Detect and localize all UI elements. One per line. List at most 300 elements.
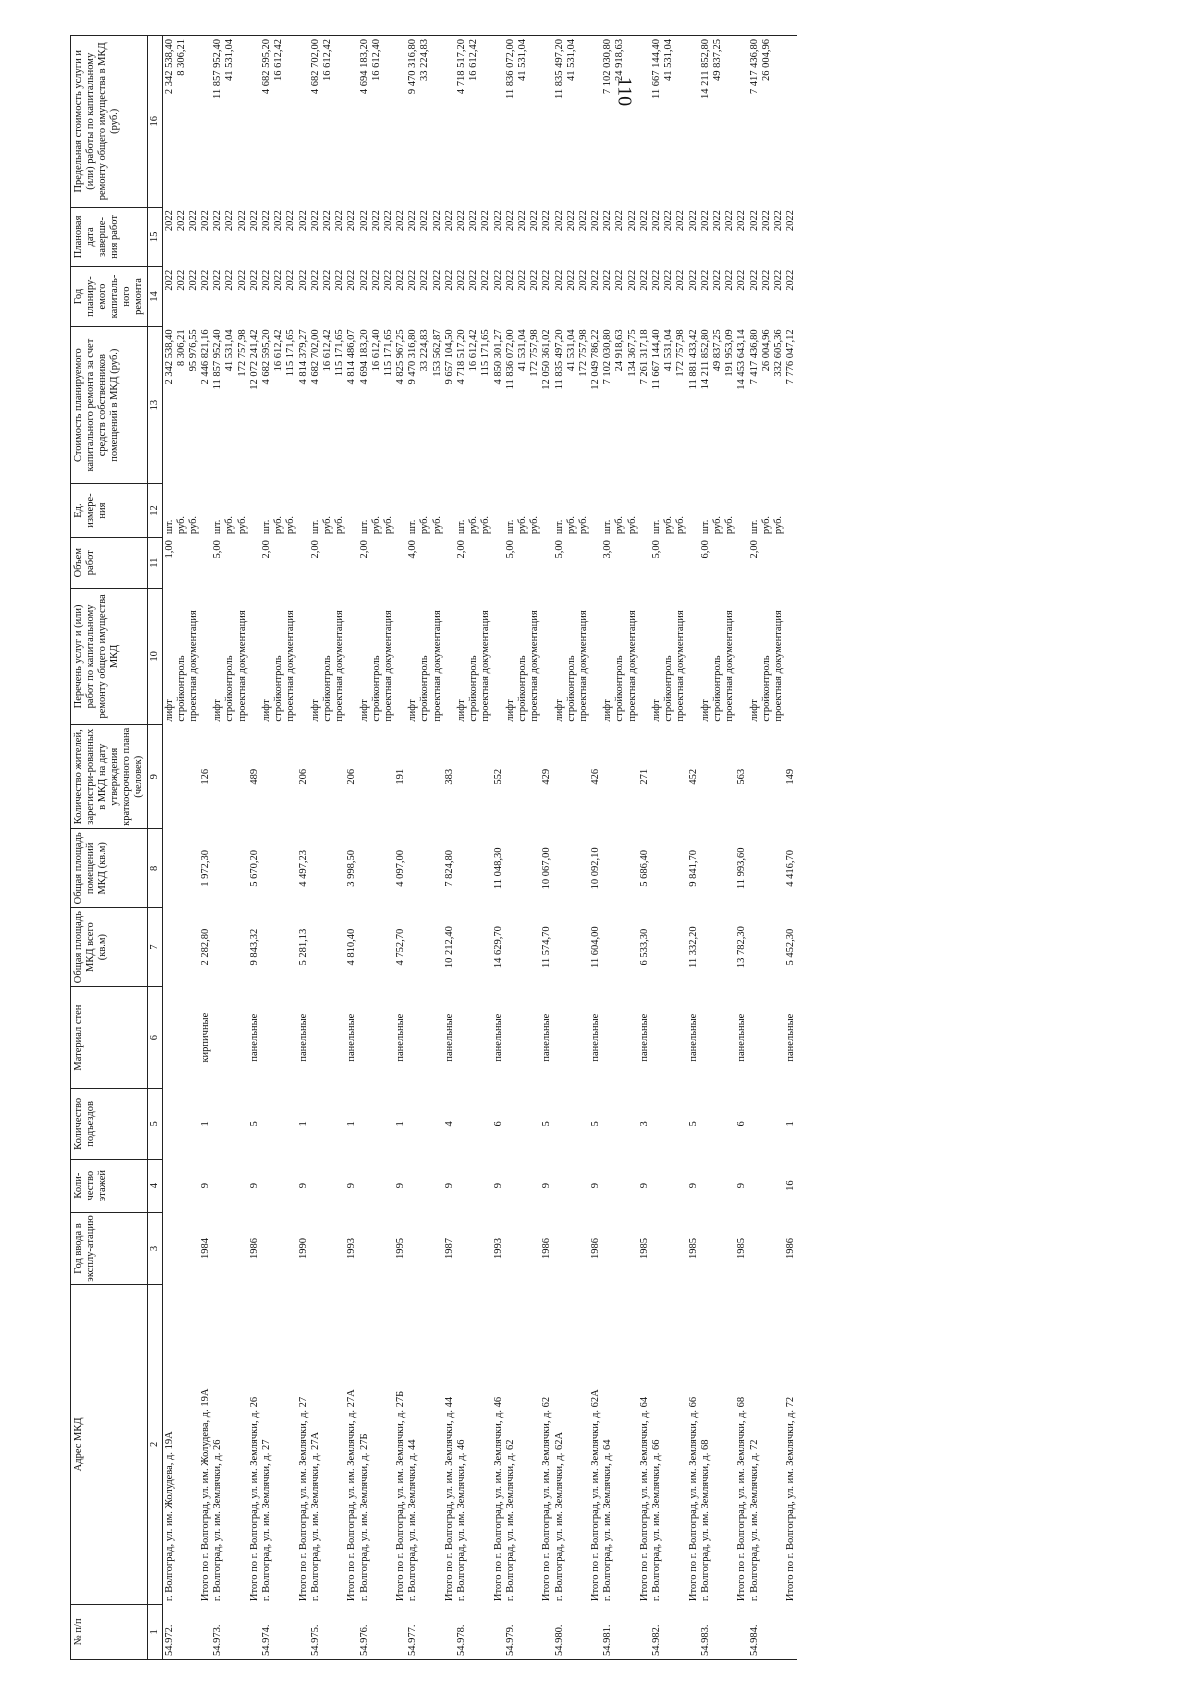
column-header-5: Количество подъездов [71, 1089, 148, 1159]
cell-col-5 [407, 1089, 419, 1159]
cell-col-12 [346, 484, 358, 537]
cell-col-7 [578, 908, 590, 987]
cell-col-15: 2022 [785, 210, 797, 232]
cell-col-16: 41 531,04 [663, 39, 675, 81]
cell-col-1 [785, 1604, 797, 1659]
cell-col-16: 11 667 144,40 [651, 39, 662, 99]
cell-col-8 [761, 829, 773, 908]
cell-col-13: 153 562,87 [431, 329, 443, 377]
cell-col-14: 2022 [358, 269, 370, 291]
cell-col-15: 2022 [529, 210, 541, 232]
cell-col-16: 4 682 595,20 [261, 39, 272, 95]
cell-col-5 [273, 1089, 285, 1159]
cell-col-1 [224, 1604, 236, 1659]
cell-col-15: 2022 [651, 210, 662, 232]
cell-col-4: 9 [687, 1183, 699, 1189]
cell-col-15: 2022 [419, 210, 431, 232]
cell-col-14: 2022 [711, 269, 723, 291]
cell-col-1: 54.976. [358, 1624, 370, 1656]
cell-col-16 [285, 36, 297, 208]
cell-col-10: лифт [553, 699, 565, 722]
column-number-row [148, 36, 163, 1660]
table-row [517, 36, 529, 1660]
cell-col-9 [566, 725, 578, 829]
cell-col-3 [700, 1212, 712, 1284]
cell-col-7 [761, 908, 773, 987]
cell-col-5 [432, 1089, 444, 1159]
cell-col-9 [237, 725, 249, 829]
cell-col-6 [358, 987, 370, 1089]
cell-col-11 [614, 537, 626, 588]
cell-col-5 [212, 1089, 224, 1159]
cell-col-1: 54.979. [504, 1624, 516, 1656]
cell-col-9 [419, 725, 431, 829]
cell-col-4 [748, 1159, 760, 1212]
cell-col-15: 2022 [553, 210, 565, 232]
cell-col-2: г. Волгоград, ул. им. Землячки, д. 27Б [358, 1433, 370, 1602]
cell-col-16: 41 531,04 [516, 39, 528, 81]
cell-col-7 [480, 908, 492, 987]
cell-col-5 [627, 1089, 639, 1159]
cell-col-14: 2022 [261, 269, 272, 291]
cell-col-9 [358, 725, 370, 829]
cell-col-14: 2022 [248, 269, 260, 291]
cell-col-7 [432, 908, 444, 987]
cell-col-2 [773, 1285, 785, 1604]
cell-col-4 [468, 1159, 480, 1212]
cell-col-10: стройконтроль [663, 655, 675, 722]
cell-col-2: г. Волгоград, ул. им. Землячки, д. 66 [651, 1439, 662, 1602]
cell-col-4: 9 [638, 1183, 650, 1189]
cell-col-2 [224, 1285, 236, 1604]
cell-col-12: руб. [675, 515, 687, 535]
cell-col-1 [237, 1604, 249, 1659]
cell-col-13: 172 757,98 [577, 329, 589, 377]
cell-col-13: 11 836 072,00 [504, 329, 516, 390]
repair-plan-table [70, 35, 797, 1660]
column-number-4: 4 [148, 1159, 163, 1212]
cell-col-4 [322, 1159, 334, 1212]
table-row [505, 36, 517, 1660]
cell-col-14: 2022 [590, 269, 602, 291]
cell-col-11: 2,00 [358, 540, 370, 559]
cell-col-6 [468, 987, 480, 1089]
cell-col-2 [566, 1285, 578, 1604]
cell-col-8: 10 067,00 [541, 847, 553, 890]
cell-col-9 [627, 725, 639, 829]
cell-col-10: стройконтроль [565, 655, 577, 722]
cell-col-10: проектная документация [236, 610, 248, 722]
cell-col-10: проектная документация [334, 610, 346, 722]
cell-col-11 [675, 537, 687, 588]
cell-col-6: панельные [346, 1013, 358, 1062]
cell-col-10: лифт [504, 699, 516, 722]
table-row [529, 36, 541, 1660]
cell-col-6 [602, 987, 614, 1089]
cell-col-15: 2022 [456, 210, 467, 232]
cell-col-9: 489 [248, 768, 260, 785]
column-header-1: № п/п [71, 1604, 148, 1659]
cell-col-1 [432, 1604, 444, 1659]
cell-col-8 [383, 829, 395, 908]
cell-col-8: 10 092,10 [590, 847, 602, 890]
cell-col-13: 115 171,65 [334, 329, 346, 377]
column-header-16: Предельная стоимость услуги и (или) работы по капитальному ремонту общего имущества в МКД (руб.) [71, 36, 148, 208]
cell-col-12: шт. [748, 519, 760, 535]
cell-col-4 [285, 1159, 297, 1212]
table-row [200, 36, 212, 1660]
cell-col-3: 1995 [395, 1237, 407, 1259]
cell-col-2: Итого по г. Волгоград, ул. им. Землячки, д. 26 [248, 1396, 260, 1602]
cell-col-15: 2022 [602, 210, 614, 232]
cell-col-10: лифт [456, 699, 467, 722]
cell-col-7: 10 212,40 [443, 926, 455, 969]
cell-col-12 [298, 484, 310, 537]
cell-col-7 [566, 908, 578, 987]
cell-col-11 [395, 537, 407, 588]
cell-col-12: шт. [602, 519, 614, 535]
table-row [688, 36, 700, 1660]
cell-col-14: 2022 [529, 269, 541, 291]
cell-col-11 [334, 537, 346, 588]
cell-col-5 [163, 1089, 176, 1159]
cell-col-3: 1986 [590, 1237, 602, 1259]
cell-col-4: 9 [590, 1183, 602, 1189]
cell-col-10: стройконтроль [321, 655, 333, 722]
column-number-5: 5 [148, 1089, 163, 1159]
cell-col-15: 2022 [504, 210, 516, 232]
table-row [700, 36, 712, 1660]
cell-col-12: шт. [651, 519, 662, 535]
cell-col-13: 95 976,55 [187, 329, 199, 372]
cell-col-2 [517, 1285, 529, 1604]
cell-col-15: 2022 [370, 210, 382, 232]
table-row [176, 36, 188, 1660]
cell-col-12: руб. [187, 515, 199, 535]
cell-col-7 [651, 908, 663, 987]
cell-col-1 [517, 1604, 529, 1659]
cell-col-3: 1985 [638, 1237, 650, 1259]
cell-col-15: 2022 [443, 210, 455, 232]
cell-col-13: 4 814 486,07 [346, 329, 358, 385]
cell-col-1 [383, 1604, 395, 1659]
cell-col-9: 563 [736, 768, 748, 785]
cell-col-11: 5,00 [553, 540, 565, 559]
cell-col-15: 2022 [711, 210, 723, 232]
cell-col-13: 172 757,98 [675, 329, 687, 377]
cell-col-9 [712, 725, 724, 829]
cell-col-10 [688, 588, 700, 724]
cell-col-8: 4 497,23 [297, 849, 309, 887]
cell-col-7 [285, 908, 297, 987]
cell-col-13: 115 171,65 [285, 329, 297, 377]
cell-col-7 [212, 908, 224, 987]
cell-col-10: проектная документация [529, 610, 541, 722]
cell-col-10: стройконтроль [175, 655, 187, 722]
cell-col-1 [724, 1604, 736, 1659]
cell-col-3 [285, 1212, 297, 1284]
cell-col-16 [346, 36, 358, 208]
cell-col-2 [371, 1285, 383, 1604]
cell-col-6 [432, 987, 444, 1089]
cell-col-16: 16 612,40 [370, 39, 382, 81]
cell-col-12: руб. [224, 515, 236, 535]
cell-col-4: 9 [297, 1183, 309, 1189]
cell-col-2: Итого по г. Волгоград, ул. им. Землячки, д. 62 [541, 1396, 553, 1602]
cell-col-2: г. Волгоград, ул. им. Землячки, д. 26 [212, 1439, 224, 1602]
cell-col-6: панельные [443, 1013, 455, 1062]
cell-col-9 [468, 725, 480, 829]
cell-col-10 [346, 588, 358, 724]
cell-col-3 [371, 1212, 383, 1284]
cell-col-3 [273, 1212, 285, 1284]
cell-col-5: 4 [443, 1121, 455, 1127]
cell-col-3 [529, 1212, 541, 1284]
cell-col-6 [773, 987, 785, 1089]
cell-col-15: 2022 [395, 210, 407, 232]
table-row [419, 36, 431, 1660]
cell-col-1: 54.975. [309, 1624, 321, 1656]
cell-col-16 [298, 36, 310, 208]
cell-col-13: 4 682 595,20 [261, 329, 272, 385]
cell-col-1: 54.982. [651, 1624, 662, 1656]
cell-col-16 [188, 36, 200, 208]
cell-col-5: 5 [687, 1121, 699, 1127]
cell-col-12 [590, 484, 602, 537]
cell-col-5 [237, 1089, 249, 1159]
cell-col-10: проектная документация [382, 610, 394, 722]
cell-col-5: 6 [492, 1121, 504, 1127]
cell-col-15: 2022 [760, 210, 772, 232]
table-row [261, 36, 273, 1660]
cell-col-15: 2022 [748, 210, 760, 232]
cell-col-16 [444, 36, 456, 208]
cell-col-14: 2022 [468, 269, 480, 291]
cell-col-8 [261, 829, 273, 908]
cell-col-12: шт. [163, 519, 175, 535]
cell-col-9 [407, 725, 419, 829]
table-row [432, 36, 444, 1660]
column-header-14: Год планиру-емого капиталь-ного ремонта [71, 267, 148, 327]
cell-col-13: 49 837,25 [711, 329, 723, 372]
cell-col-4 [712, 1159, 724, 1212]
cell-col-5: 1 [297, 1121, 309, 1127]
cell-col-16 [724, 36, 736, 208]
cell-col-11 [773, 537, 785, 588]
cell-col-7 [322, 908, 334, 987]
cell-col-2 [675, 1285, 687, 1604]
cell-col-6 [761, 987, 773, 1089]
cell-col-14: 2022 [297, 269, 309, 291]
cell-col-5: 5 [590, 1121, 602, 1127]
cell-col-1: 54.972. [163, 1624, 175, 1656]
cell-col-5: 1 [346, 1121, 358, 1127]
cell-col-11 [639, 537, 651, 588]
cell-col-16: 4 694 183,20 [358, 39, 370, 95]
cell-col-2: Итого по г. Волгоград, ул. им. Землячки, д. 27 [297, 1396, 309, 1602]
cell-col-9 [322, 725, 334, 829]
cell-col-6: панельные [638, 1013, 650, 1062]
table-row [298, 36, 310, 1660]
table-row [163, 36, 176, 1660]
table-row [334, 36, 346, 1660]
cell-col-8 [432, 829, 444, 908]
cell-col-14: 2022 [638, 269, 650, 291]
cell-col-14: 2022 [760, 269, 772, 291]
cell-col-4 [261, 1159, 273, 1212]
cell-col-13: 172 757,98 [236, 329, 248, 377]
cell-col-6 [310, 987, 322, 1089]
cell-col-7 [627, 908, 639, 987]
cell-col-8 [371, 829, 383, 908]
cell-col-4 [212, 1159, 224, 1212]
cell-col-15: 2022 [358, 210, 370, 232]
cell-col-9 [553, 725, 565, 829]
cell-col-12: руб. [175, 515, 187, 535]
cell-col-9: 426 [590, 768, 602, 785]
cell-col-11: 3,00 [602, 540, 614, 559]
cell-col-11: 4,00 [407, 540, 419, 559]
column-number-13: 13 [148, 326, 163, 484]
cell-col-12: руб. [431, 515, 443, 535]
cell-col-9 [773, 725, 785, 829]
cell-col-16 [736, 36, 748, 208]
cell-col-1 [346, 1604, 358, 1659]
cell-col-13: 9 657 104,50 [443, 329, 455, 385]
cell-col-2 [176, 1285, 188, 1604]
cell-col-12: шт. [504, 519, 516, 535]
cell-col-10 [785, 588, 797, 724]
cell-col-8 [517, 829, 529, 908]
cell-col-5 [712, 1089, 724, 1159]
cell-col-7 [468, 908, 480, 987]
cell-col-9 [212, 725, 224, 829]
cell-col-5 [700, 1089, 712, 1159]
cell-col-1 [480, 1604, 492, 1659]
table-row [456, 36, 468, 1660]
cell-col-2: г. Волгоград, ул. им. Землячки, д. 44 [407, 1439, 419, 1602]
cell-col-3 [212, 1212, 224, 1284]
cell-col-9 [651, 725, 663, 829]
table-row [407, 36, 419, 1660]
cell-col-11 [176, 537, 188, 588]
cell-col-8 [627, 829, 639, 908]
table-body [163, 36, 797, 1660]
cell-col-15: 2022 [468, 210, 480, 232]
cell-col-5 [761, 1089, 773, 1159]
cell-col-13: 41 531,04 [516, 329, 528, 372]
cell-col-11 [383, 537, 395, 588]
column-header-15: Плановая дата заверше-ния работ [71, 207, 148, 267]
cell-col-5 [358, 1089, 370, 1159]
cell-col-5 [188, 1089, 200, 1159]
cell-col-7 [724, 908, 736, 987]
cell-col-14: 2022 [516, 269, 528, 291]
cell-col-15: 2022 [687, 210, 699, 232]
cell-col-5 [614, 1089, 626, 1159]
cell-col-12 [493, 484, 505, 537]
cell-col-10: проектная документация [626, 610, 638, 722]
cell-col-7 [505, 908, 517, 987]
cell-col-13: 115 171,65 [382, 329, 394, 377]
cell-col-2 [432, 1285, 444, 1604]
cell-col-12: шт. [699, 519, 711, 535]
cell-col-15: 2022 [663, 210, 675, 232]
cell-col-8: 5 686,40 [638, 849, 650, 887]
cell-col-7 [773, 908, 785, 987]
cell-col-10: стройконтроль [614, 655, 626, 722]
cell-col-5: 1 [200, 1121, 212, 1127]
cell-col-4 [310, 1159, 322, 1212]
cell-col-16: 14 211 852,80 [699, 39, 711, 99]
cell-col-3: 1986 [541, 1237, 553, 1259]
cell-col-12: руб. [236, 515, 248, 535]
cell-col-2 [273, 1285, 285, 1604]
cell-col-13: 7 261 317,18 [638, 329, 650, 385]
column-header-10: Перечень услуг и (или) работ по капитальному ремонту общего имущества МКД [71, 588, 148, 724]
cell-col-10: лифт [407, 699, 419, 722]
cell-col-8 [748, 829, 760, 908]
cell-col-10 [200, 588, 212, 724]
cell-col-3 [456, 1212, 468, 1284]
cell-col-5 [285, 1089, 297, 1159]
cell-col-7 [419, 908, 431, 987]
cell-col-11: 5,00 [651, 540, 662, 559]
cell-col-1 [712, 1604, 724, 1659]
cell-col-15: 2022 [480, 210, 492, 232]
cell-col-12 [395, 484, 407, 537]
cell-col-8 [224, 829, 236, 908]
cell-col-16: 16 612,42 [468, 39, 480, 81]
cell-col-3: 1993 [492, 1237, 504, 1259]
cell-col-13: 11 667 144,40 [651, 329, 662, 390]
cell-col-4 [724, 1159, 736, 1212]
cell-col-6: панельные [785, 1013, 797, 1062]
cell-col-13: 7 776 047,12 [785, 329, 797, 385]
cell-col-5 [322, 1089, 334, 1159]
table-row [602, 36, 614, 1660]
cell-col-7 [663, 908, 675, 987]
table-row [639, 36, 651, 1660]
cell-col-16 [334, 36, 346, 208]
column-number-7: 7 [148, 908, 163, 987]
cell-col-15: 2022 [309, 210, 321, 232]
cell-col-10: лифт [309, 699, 321, 722]
cell-col-13: 8 306,21 [175, 329, 187, 367]
cell-col-3 [261, 1212, 273, 1284]
cell-col-7: 13 782,30 [736, 926, 748, 969]
cell-col-11 [322, 537, 334, 588]
cell-col-3: 1990 [297, 1237, 309, 1259]
cell-col-5 [578, 1089, 590, 1159]
cell-col-6 [614, 987, 626, 1089]
cell-col-9: 206 [297, 768, 309, 785]
cell-col-14: 2022 [382, 269, 394, 291]
cell-col-3 [334, 1212, 346, 1284]
cell-col-8 [334, 829, 346, 908]
cell-col-13: 41 531,04 [663, 329, 675, 372]
cell-col-14: 2022 [346, 269, 358, 291]
cell-col-4 [358, 1159, 370, 1212]
cell-col-7 [334, 908, 346, 987]
cell-col-3 [748, 1212, 760, 1284]
cell-col-16: 9 470 316,80 [407, 39, 419, 95]
cell-col-3 [675, 1212, 687, 1284]
cell-col-13: 24 918,63 [614, 329, 626, 372]
cell-col-5 [505, 1089, 517, 1159]
cell-col-5: 1 [785, 1121, 797, 1127]
cell-col-11 [237, 537, 249, 588]
